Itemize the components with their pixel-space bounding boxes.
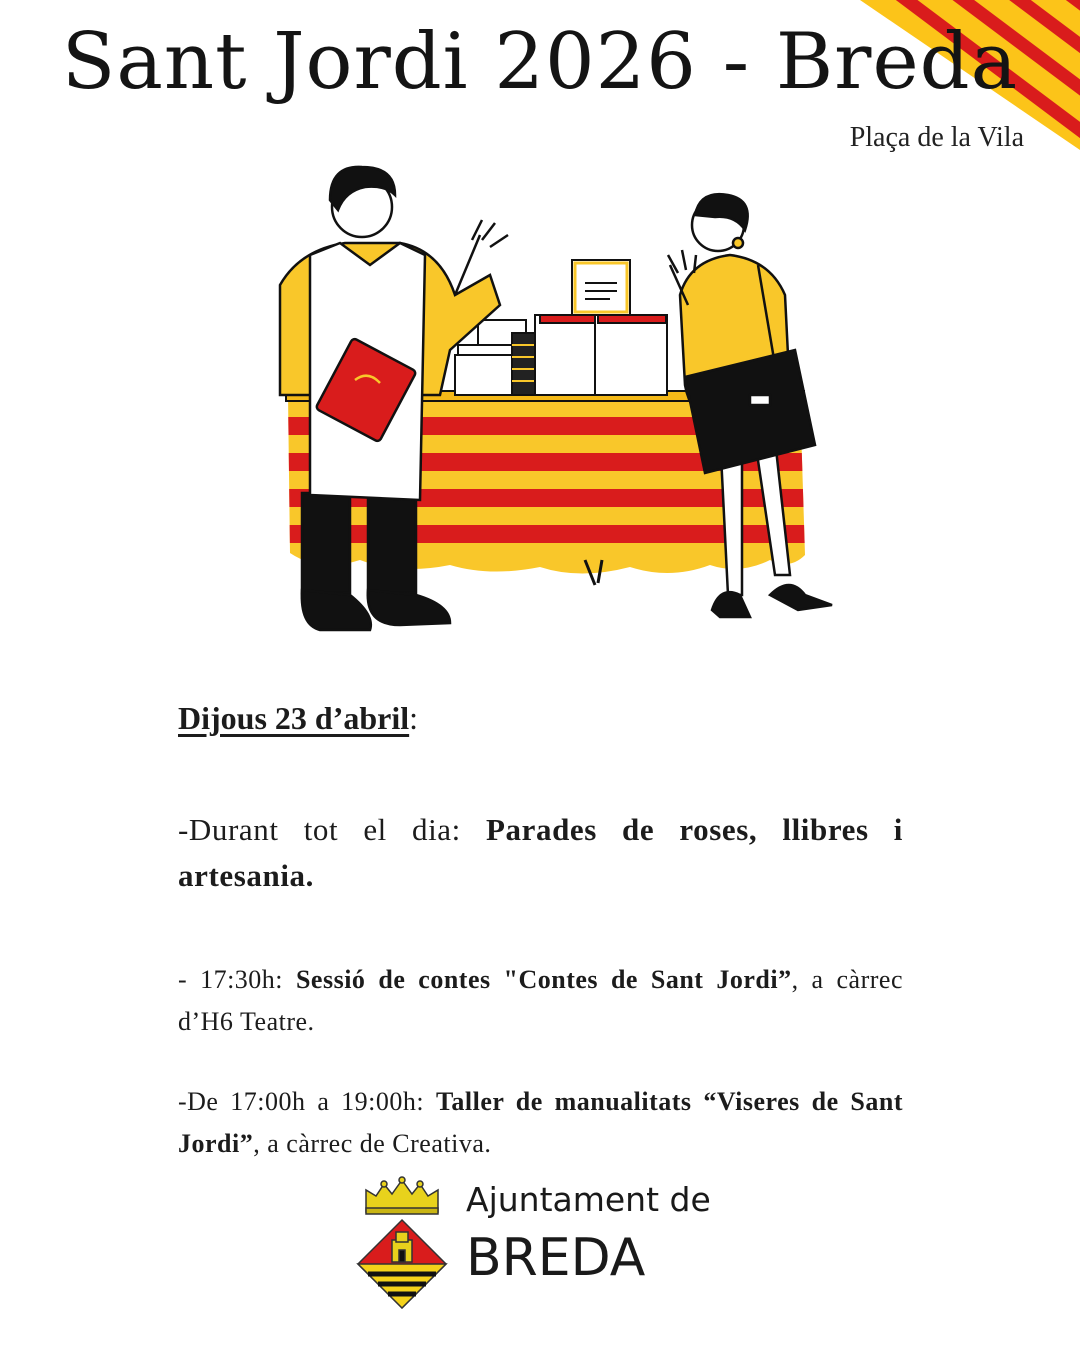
event-details (178, 700, 903, 1165)
logo-text-ajuntament: Ajuntament de (466, 1180, 711, 1219)
logo-text-breda: BREDA (466, 1228, 646, 1288)
book-stall-illustration (250, 155, 850, 645)
event-location: Plaça de la Vila (849, 122, 1024, 153)
schedule-item-title: Taller de manualitats “Viseres de Sant Jordi” (178, 1087, 903, 1158)
schedule-item-tail: , a càrrec d’H6 Teatre. (178, 965, 903, 1036)
event-date-label: Dijous 23 d’abril (178, 700, 410, 736)
poster-title: Sant Jordi 2026 - Breda (61, 17, 1019, 107)
schedule-item-lead: -De 17:00h a 19:00h: (178, 1087, 436, 1116)
schedule-item-all-day (178, 807, 903, 899)
schedule-item-title: Parades de roses, llibres i artesania. (178, 812, 903, 893)
event-date (178, 700, 903, 737)
schedule-item-lead: - 17:30h: (178, 965, 296, 994)
schedule-item-title: Sessió de contes "Contes de Sant Jordi” (295, 965, 792, 994)
schedule-item-storytelling (178, 959, 903, 1043)
breda-coat-of-arms-icon (356, 1172, 448, 1312)
schedule-item-tail: , a càrrec de Creativa. (253, 1129, 492, 1158)
schedule-item-lead: -Durant tot el dia: (178, 812, 486, 847)
event-date-colon: : (409, 700, 419, 736)
ajuntament-logo (356, 1172, 756, 1317)
schedule-item-workshop (178, 1081, 903, 1165)
